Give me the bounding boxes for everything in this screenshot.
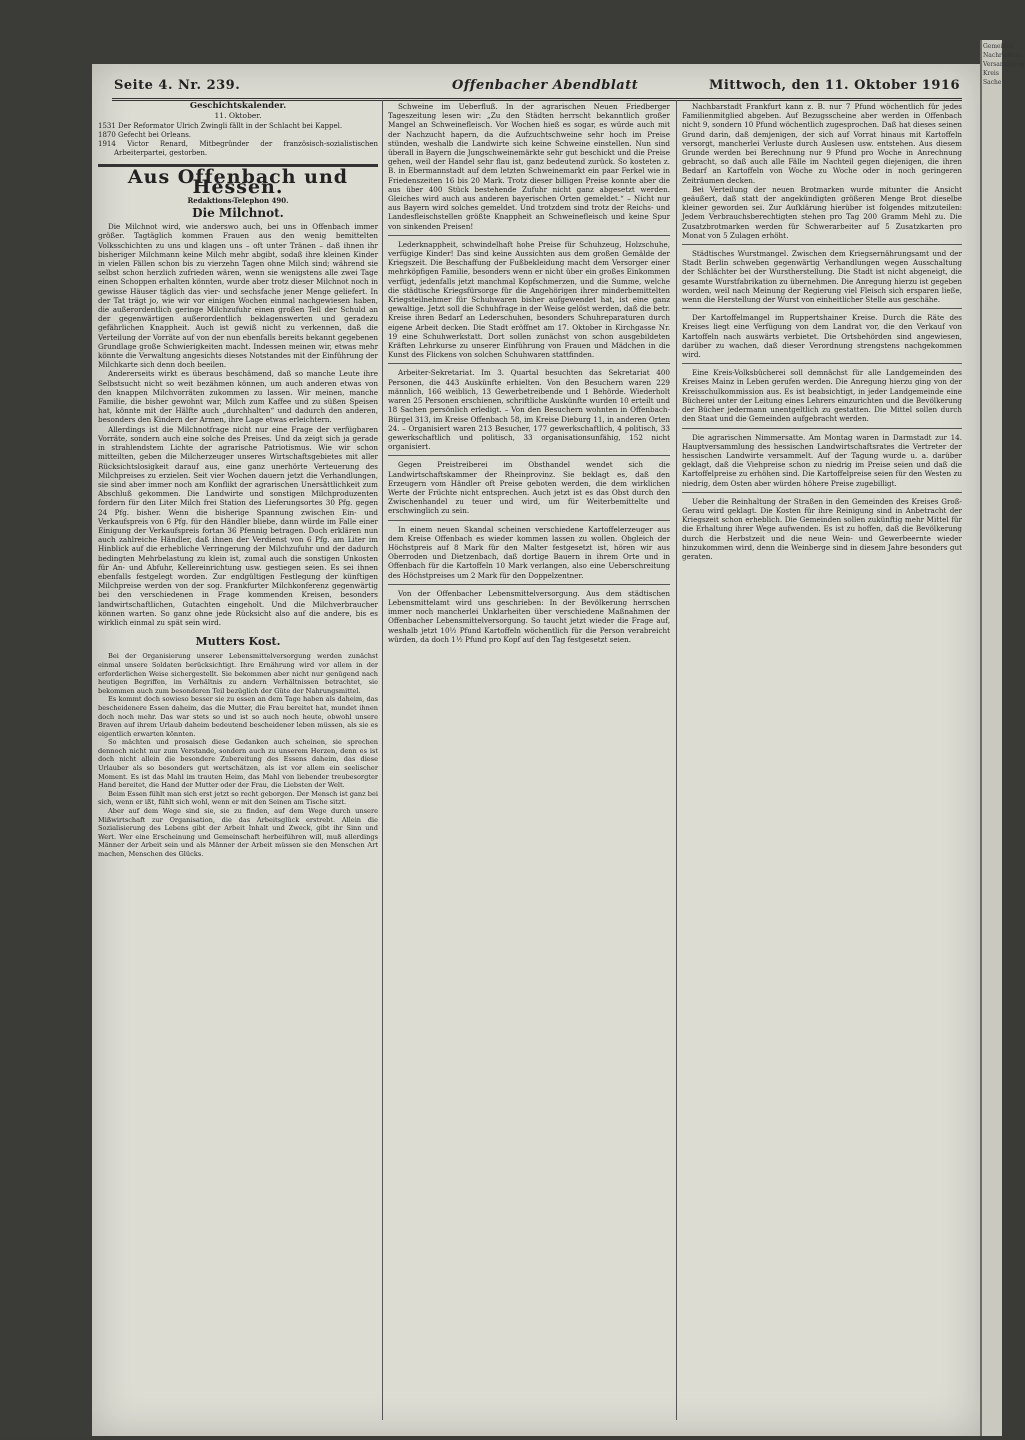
divider [388,455,670,456]
article-paragraph: In einem neuen Skandal scheinen verschiedene Kartoffelerzeuger aus dem Kreise Offenbach es wieder kommen lassen zu wollen. Obgleich der Höchstpreis auf 8 Mark für den Malter festgesetzt ist, hören wir aus Oberroden und Dietzenbach, daß dortige Bauern in ihrem Orte und in Offenbach für die Kartoffeln 10 Mark verlangen, also eine Ueberschreitung des Höchstpreises um 2 Mark für den Doppelzentner. [388,524,670,580]
article-paragraph: Städtisches Wurstmangel. Zwischen dem Kriegsernährungsamt und der Stadt Berlin schweben gegenwärtig Verhandlungen wegen Ausschaltung der Schlächter bei der Wurstherstellung. Die Stadt ist nicht abgeneigt, die gesamte Wurstfabrikation zu übernehmen. Die Anregung hierzu ist gegeben worden, weil nach Meinung der Regierung viel Fleisch sich ersparen ließe, wenn die Herstellung der Wurst von einheitlicher Stelle aus geschähe. [682,249,962,305]
article-paragraph: Bei Verteilung der neuen Brotmarken wurde mitunter die Ansicht geäußert, daß statt der angekündigten größeren Menge Brot dieselbe kleiner geworden sei. Zur Aufklärung hierüber ist folgendes mitzuteilen: Jedem Verbrauchsberechtigten stehen pro Tag 200 Gramm Mehl zu. Die Zusatzbrotmarken werden für Schwerarbeiter auf 5 Zusatzkarten pro Monat von 5 Zulagen erhöht. [682,184,962,240]
article-paragraph: Allerdings ist die Milchnotfrage nicht nur eine Frage der verfügbaren Vorräte, sondern auch eine solche des Preises. Und da zeigt sich ja gerade in strahlendstem Lichte der agrarische Patriotismus. Wie wir schon mitteilten, geben die Milcherzeuger unseres Wirtschaftsgebietes mit aller Rücksichtslosigkeit darauf aus, eine ganz unerhörte Verteuerung des Milchpreises zu erzielen. Seit vier Wochen dauern jetzt die Verhandlungen, sie sind aber immer noch am Konflikt der agrarischen Unersättlichkeit zum Abschluß gekommen. Die Landwirte und sonstigen Milchproduzenten fordern für den Liter Milch frei Station des Lieferungsortes 30 Pfg. gegen 24 Pfg. bisher. Wenn die bisherige Spannung zwischen Ein- und Verkaufspreis von 6 Pfg. für den Händler bliebe, dann würde im Falle einer Einigung der Verkaufspreis fortan 36 Pfennig betragen. Doch erklären nun auch zahlreiche Händler, daß ihnen der Verdienst von 6 Pfg. am Liter im Hinblick auf die erhebliche Verringerung der Milchzufuhr und der dadurch bedingten Mehrbelastung zu klein ist, zumal auch die sonstigen Unkosten für An- und Abfuhr, Kellereinrichtung usw. gestiegen seien. Es sei ihnen ebenfalls festgelegt worden. Zur endgültigen Festlegung der künftigen Milchpreise werden von der sog. Frankfurter Milchkonferenz gegenwärtig bei den verschiedenen in Frage kommenden Kreisen, besonders landwirtschaftlichen, Gutachten eingeholt. Und die Milchverbraucher können warten. So ganz ohne jede Rücksicht also auf die andere, bis es wirklich einmal zu spät sein wird. [98,424,378,627]
article-paragraph: Aber auf dem Wege sind sie, sie zu finden, auf dem Wege durch unsere Mißwirtschaft zur Organisation, die das Arbeitsglück erstrebt. Allein die Sozialisierung des Lebens gibt der Arbeit Inhalt und Zweck, gibt ihr Sinn und Wert. Wer eine Erscheinung und Gemeinschaft herbeiführen will, muß allerdings Männer der Arbeit sein und als Männer der Arbeit müssen sie den Menschen Art machen, Menschen des Glücks. [98,807,378,859]
article-paragraph: Der Kartoffelmangel im Ruppertshainer Kreise. Durch die Räte des Kreises liegt eine Verfügung von dem Landrat vor, die den Verkauf von Kartoffeln nach auswärts verbietet. Die Ortsbehörden sind angewiesen, darüber zu wachen, daß dieser Verordnung strengstens nachgekommen wird. [682,313,962,360]
header-page-number: Seite 4. Nr. 239. [114,78,241,93]
article-paragraph: Die agrarischen Nimmersatte. Am Montag waren in Darmstadt zur 14. Hauptversammlung des hessischen Landwirtschaftsrates die Vertreter der hessischen Landwirte versammelt. Auf der Tagung wurde u. a. darüber geklagt, daß die Viehpreise schon zu niedrig im Preise seien und daß die Kartoffelpreise zu erhöhen sind. Die Kartoffelpreise seien für den Westen zu niedrig, dem Osten aber würden höhere Preise zugebilligt. [682,432,962,488]
column-3 [682,102,962,1420]
divider [388,235,670,236]
divider [682,428,962,429]
adjacent-page-text: Gemeinde Nachrichten Versammlung Kreis Sache [983,43,1025,86]
column-rule [676,100,677,1420]
section-title: Aus Offenbach und Hessen. [127,166,349,198]
article-paragraph: Von der Offenbacher Lebensmittelversorgung. Aus dem städtischen Lebensmittelamt wird uns geschrieben: In der Bevölkerung herrschen immer noch mancherlei Unklarheiten über verschiedene Maßnahmen der Offenbacher Lebensmittelversorgung. So taucht jetzt wieder die Frage auf, weshalb jetzt 10½ Pfund Kartoffeln wöchentlich für die Person verabreicht würden, da doch 1½ Pfund pro Kopf auf den Tag festgesetzt seien. [388,588,670,644]
divider [388,584,670,585]
divider [388,363,670,364]
article-paragraph: Nachbarstadt Frankfurt kann z. B. nur 7 Pfund wöchentlich für jedes Familienmitglied abgeben. Auf Bezugsscheine aber werden in Offenbach nicht 9, sondern 10 Pfund wöchentlich zugesprochen. Daß hat dieses seinen Grund darin, daß demjenigen, der sich auf Vorrat hinaus mit Kartoffeln versorgt, mancherlei Verluste durch Auslesen usw. entstehen. Aus diesem Grunde werden bei Berechnung nur 9 Pfund pro Woche in Anrechnung gebracht, so daß auch alle Fälle im Nachteil gegen diejenigen, die ihren Bedarf an Kartoffeln von Woche zu Woche oder in noch geringeren Zeiträumen decken. [682,102,962,185]
divider [388,520,670,521]
article-paragraph: Es kommt doch sowieso besser sie zu essen an dem Tage haben als daheim, das bescheidenere Essen daheim, das die Mutter, die Frau bereitet hat, mundet ihnen doch noch mehr. Das war stets so und ist so auch noch heute, obwohl unsere Braven auf ihrem Urlaub daheim bedeutend bescheidener leben müssen, als sie es eigentlich erwarten könnten. [98,695,378,738]
article-paragraph: Lederknappheit, schwindelhaft hohe Preise für Schuhzeug, Holzschuhe, verfügige Kinder! Das sind keine Aussichten aus dem großen Gemälde der Kriegszeit. Die Beschaffung der Fußbekleidung macht dem Versorger einer mehrköpfigen Familie, besonders wenn er nicht über ein großes Einkommen verfügt, jedenfalls jetzt manchmal Kopfschmerzen, und die Summe, welche die städtische Kriegsfürsorge für die Angehörigen ihrer minderbemittelten Kriegsteilnehmer für Schuhwaren bisher aufgewendet hat, ist eine ganz gewaltige. Jetzt soll die Schuhfrage in der Weise gelöst werden, daß die betr. Kreise ihren Bedarf an Lederschuhen, besonders Schuhreparaturen durch eigene Arbeit decken. Die Stadt eröffnet am 17. Oktober in Kirchgasse Nr. 19 eine Schuhwerkstatt. Dort sollen zunächst von schon ausgebildeten Kräften Lehrkurse zu unserer Einführung von Frauen und Mädchen in die Kunst des Flickens von solchen Schuhwaren stattfinden. [388,239,670,360]
calendar-item: 1870 Gefecht bei Orleans. [98,131,192,140]
calendar-item: 1914 Victor Renard, Mitbegründer der französisch-sozialistischen Arbeiterpartei, gestorben. [98,140,378,158]
column-2 [388,102,670,1420]
article-paragraph: Ueber die Reinhaltung der Straßen in den Gemeinden des Kreises Groß-Gerau wird geklagt. Die Kosten für ihre Reinigung sind in Anbetracht der Kriegszeit schon erheblich. Die Gemeinden sollen zukünftig mehr Mittel für die Erhaltung ihrer Wege aufwenden. Es ist zu hoffen, daß die Bevölkerung durch die Herbstzeit und die neue Wein- und Gewerbeernte wieder hinzukommen wird, denn die Weinberge sind in diesem Jahre besonders gut geraten. [682,496,962,561]
article-paragraph: Die Milchnot wird, wie anderswo auch, bei uns in Offenbach immer größer. Tagtäglich kommen Frauen aus den wenig bemittelten Volksschichten zu uns und klagen uns – oft unter Tränen – daß ihnen ihr bisheriger Milchmann keine Milch mehr abgibt, sodaß ihre kleinen Kinder in vielen Fällen schon bis zu vierzehn Tagen ohne Milch sind; während sie selbst schon herzlich zufrieden wären, wenn sie wenigstens alle zwei Tage einen Schoppen erhalten könnten, wurde aber trotz dieser Milchnot noch in gewisse Häuser täglich das vier- und sechsfache jener Menge geliefert. In der Tat trägt jo, wie wir vor einigen Wochen einmal nachgewiesen haben, die außerordentlich geringe Milchzufuhr einen großen Teil der Schuld an der gegenwärtigen außerordentlich beklagenswerten und geradezu gefährlichen Knappheit. Auch ist gewiß nicht zu verkennen, daß die Verteilung der Vorräte auf von der nun ebenfalls bereits bekannt gegebenen Grundlage große Schwierigkeiten macht. Indessen meinen wir, etwas mehr könnte die Verwaltung angesichts dieses Notstandes mit der Einführung der Milchkarte sich denn doch beeilen. [98,222,378,370]
article-paragraph: Bei der Organisierung unserer Lebensmittelversorgung werden zunächst einmal unsere Soldaten berücksichtigt. Ihre Ernährung wird vor allem in der erforderlichen Weise sichergestellt. Sie bekommen aber nicht nur genügend nach heutigen Begriffen, im Verhältnis zu andern Verhältnissen betrachtet, sie bekommen auch zum besonderen Teil bezüglich der Güte der Nahrungsmittel. [98,652,378,695]
section-telephone: Redaktions-Telephon 490. [187,195,289,205]
article-paragraph: So mächten und prosaisch diese Gedanken auch scheinen, sie sprechen dennoch nicht nur zum Verstande, sondern auch zu unserem Herzen, denn es ist doch nicht allein die besondere Zubereitung des Essens daheim, das diese Urlauber als so besonders gut wertschätzen, als ist vor allem ein seelischer Moment. Es ist das Mahl im trauten Heim, das Mahl von liebender treubesorgter Hand bereitet, die Hand der Mutter oder der Frau, die Liebsten der Welt. [98,738,378,790]
article-paragraph: Eine Kreis-Volksbücherei soll demnächst für alle Landgemeinden des Kreises Mainz in Leben gerufen werden. Die Anregung hierzu ging von der Kreisschulkommission aus. Es ist beabsichtigt, in jeder Landgemeinde eine Bücherei unter der Leitung eines Lehrers einzurichten und die Bevölkerung der Bücher jedermann unentgeltlich zu gestatten. Die Mittel sollen durch den Staat und die Gemeinden aufgebracht werden. [682,368,962,424]
article-paragraph: Beim Essen fühlt man sich erst jetzt so recht geborgen. Der Mensch ist ganz bei sich, wenn er ißt, fühlt sich wohl, wenn er mit den Seinen am Tische sitzt. [98,789,378,807]
column-rule [382,100,383,1420]
article-title: Die Milchnot. [192,206,284,221]
article-paragraph: Arbeiter-Sekretariat. Im 3. Quartal besuchten das Sekretariat 400 Personen, die 443 Auskünfte erhielten. Von den Besuchern waren 229 männlich, 166 weiblich, 13 Gewerbetreibende und 1 Behörde. Wiederholt waren 25 Personen erschienen, schriftliche Auskünfte wurden 10 erteilt und 18 Sachen persönlich erledigt. – Von den Besuchern wohnten in Offenbach-Bürgel 313, im Kreise Offenbach 58, im Kreise Dieburg 11, in anderen Orten 24. – Organisiert waren 213 Besucher, 177 gewerkschaftlich, 4 politisch, 33 gewerkschaftlich und politisch, 33 organisationsunfähig, 152 nicht organisiert. [388,368,670,452]
divider [682,244,962,245]
header-date: Mittwoch, den 11. Oktober 1916 [708,78,960,93]
divider [682,492,962,493]
calendar-title: Geschichtskalender. [189,101,287,111]
calendar-date: 11. Oktober. [214,111,262,121]
newspaper-page [92,64,980,1436]
adjacent-page-edge [980,40,1025,1436]
column-1 [98,102,378,1420]
article-paragraph: Gegen Preistreiberei im Obsthandel wendet sich die Landwirtschaftskammer der Rheinprovinz. Sie beklagt es, daß den Erzeugern vom Händler oft Preise geboten werden, die dem wirklichen Werte der Früchte nicht entsprechen. Auch jetzt ist es das Obst durch den Zwischenhandel zu teuer und wird, um für Weiterbemittelte und erschwinglich zu sein. [388,460,670,516]
divider [682,363,962,364]
article-paragraph: Andererseits wirkt es überaus beschämend, daß so manche Leute ihre Selbstsucht nicht so weit bezähmen können, um auch anderen etwas von den knappen Milchvorräten zukommen zu lassen. Wir meinen, manche Familie, die bisher gewohnt war, Milch zum Kaffee und zu süßen Speisen hat, könnte mit der Hälfte auch „durchhalten“ und dadurch den anderen, besonders den Kindern der Armen, ihre Lage etwas erleichtern. [98,369,378,425]
calendar-item: 1531 Der Reformator Ulrich Zwingli fällt in der Schlacht bei Kappel. [98,122,343,131]
article-paragraph: Schweine im Ueberfluß. In der agrarischen Neuen Friedberger Tageszeitung lesen wir: „Zu den Städten herrscht bekanntlich großer Mangel an Schweinefleisch. Vor Wochen hieß es sogar, es würde auch mit der Nachzucht hapern, da die Aufzuchtschweine sehr hoch im Preise stünden, weshalb die Landwirte sich keine Schweine einstellen. Nun sind überall in Bayern die Jungschweinemärkte sehr gut beschickt und die Preise gehen, weil der Handel sehr flau ist, ganz bedeutend zurück. So kosteten z. B. in Ebermannstadt auf dem letzten Schweinemarkt ein paar Ferkel wie in Friedenszeiten 16 bis 20 Mark. Trotz dieser billigen Preise konnte aber die aus über 400 Stück bestehende Zufuhr nicht ganz abgesetzt werden. Gleiches wird auch aus anderen bayerischen Orten gemeldet.“ – Nicht nur aus Bayern wird solches gemeldet. Und trotzdem sind trotz der Reichs- und Landesfleischstellen größte Knappheit an Schweinefleisch und keine Spur von sinkenden Preisen! [388,102,670,231]
page-header [112,78,962,101]
header-newspaper-title: Offenbacher Abendblatt [452,78,639,93]
article-title: Mutters Kost. [195,635,281,649]
divider [682,308,962,309]
